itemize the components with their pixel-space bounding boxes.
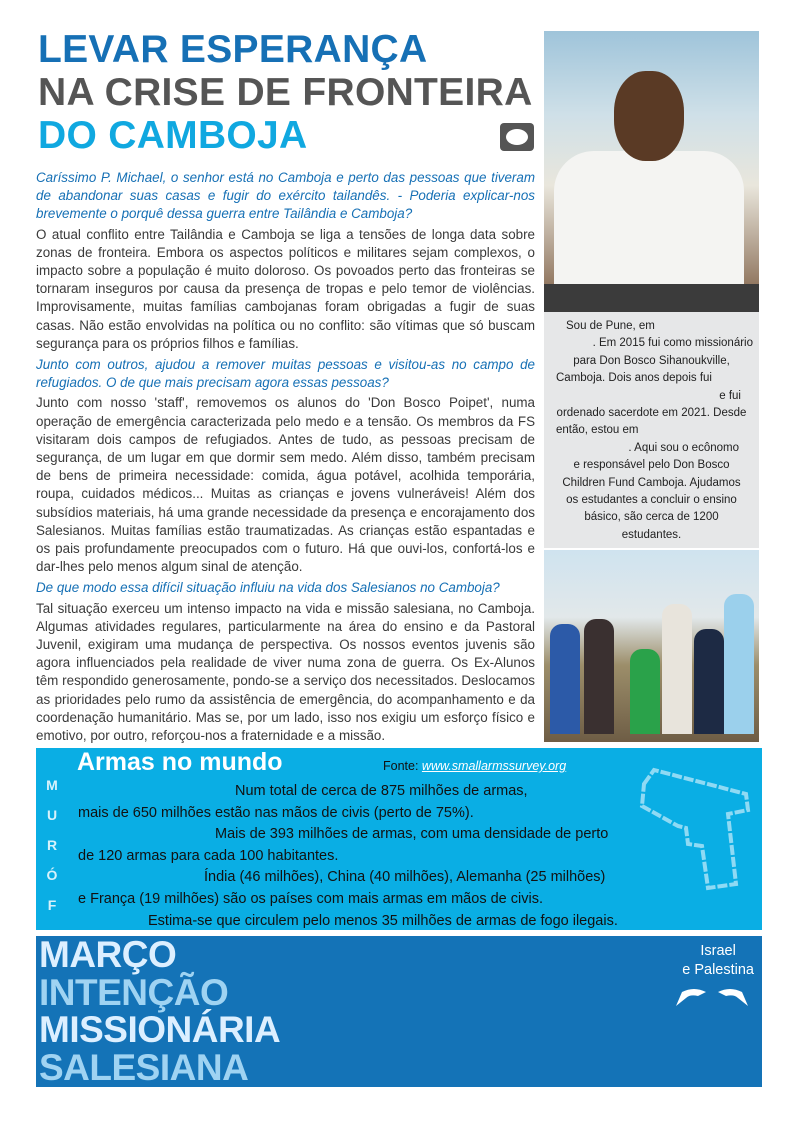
forum-title: Armas no mundo: [77, 748, 283, 776]
stat-2: [78, 824, 718, 866]
letter: Ó: [46, 867, 58, 883]
stat-line: de 120 armas para cada 100 habitantes.: [78, 847, 339, 864]
stat-line: Estima-se que circulem pelo menos 35 milhões de armas de fogo ilegais.: [148, 912, 618, 929]
caption-line: Children Fund Camboja. Ajudamos: [562, 476, 741, 489]
bio-caption: [544, 312, 759, 548]
forum-source: [383, 759, 566, 773]
stat-line: Mais de 393 milhões de armas, com uma densidade de perto: [215, 826, 609, 843]
caption-line: básico, são cerca de 1200: [584, 511, 719, 524]
answer-1: O atual conflito entre Tailândia e Camboja se liga a tensões de longa data sobre zonas de fronteira. Embora os aspectos políticos e militares sejam complexos, o impacto sobre a população é muito doloroso. Os povoados perto das fronteiras se tornaram inseguros por causa da presença de tropas e pelo temor de violências. Improvisamente, muitas famílias cambojanas foram obrigadas a fugir de suas casas. Não estão envolvidas na política ou no conflito: são vítimas que só buscam segurança para os próprios filhos e famílias.: [36, 226, 535, 351]
stat-line: Índia (46 milhões), China (40 milhões), Alemanha (25 milhões): [204, 869, 606, 886]
question-3: De que modo essa difícil situação influiu na vida dos Salesianos no Camboja?: [36, 580, 500, 596]
letter: R: [46, 837, 58, 853]
stat-line: Num total de cerca de 875 milhões de armas,: [235, 783, 528, 799]
caption-line: Sou de Pune, em: [566, 320, 655, 332]
intention-line: SALESIANA: [39, 1046, 249, 1088]
stat-4: [78, 911, 718, 932]
caption-line: os estudantes a concluir o ensino: [566, 494, 737, 507]
letter: F: [47, 897, 57, 913]
forum-box: [36, 748, 762, 930]
intention-heading: [39, 936, 280, 1086]
stat-1: [78, 781, 718, 823]
portrait-photo: [544, 31, 759, 312]
caption-line: estudantes.: [621, 528, 682, 541]
title-line-2: NA CRISE DE FRONTEIRA: [38, 71, 533, 114]
caption-line: e fui: [719, 389, 741, 402]
letter: U: [46, 807, 58, 823]
caption-line: . Aqui sou o ecônomo: [628, 441, 739, 454]
intention-line: MARÇO: [39, 934, 177, 975]
intention-place: [682, 942, 754, 980]
intention-line: MISSIONÁRIA: [39, 1009, 281, 1050]
forum-stats: [78, 781, 718, 932]
caption-line: Camboja. Dois anos depois fui: [556, 372, 712, 385]
place-line: e Palestina: [682, 962, 754, 978]
page-title: [38, 28, 533, 157]
answer-2: Junto com nosso 'staff', removemos os alunos do 'Don Bosco Poipet', numa operação de emergência caracterizada pelo medo e a tensão. Os membros da FS visitaram dois campos de refugiados. Antes de tudo, as pessoas precisam de segurança, de um lugar em que dormir sem medo. Além disso, também precisam de bens de primeira necessidade: comida, água potável, acolhida temporária, roupa, cuidados médicos... Muitas as crianças e jovens vulneráveis! Além dos subsídios materiais, há uma grande necessidade da presença e encorajamento dos Salesianos. Muitas famílias estão traumatizadas. As crianças estão espantadas e os pais profundamente preocupados com o futuro. Há que ouvi-los, confortá-los e dar-lhes pelo menos algum sinal de atenção.: [36, 395, 535, 575]
caption-line: e responsável pelo Don Bosco: [573, 459, 730, 472]
title-line-3: DO CAMBOJA: [38, 114, 308, 157]
question-2: Junto com outros, ajudou a remover muitas pessoas e visitou-as no campo de refugiados. O de que mais precisam agora essas pessoas?: [36, 357, 535, 391]
forum-vertical-label: [45, 770, 59, 920]
caption-line: para Don Bosco Sihanoukville,: [573, 354, 730, 367]
article-body: [36, 166, 535, 747]
intention-line: INTENÇÃO: [39, 971, 229, 1013]
answer-3: Tal situação exerceu um intenso impacto na vida e missão salesiana, no Camboja. Algumas atividades regulares, particularmente na área do ensino e da Pastoral Juvenil, exigiram uma mudança de perspectiva. Os nossos eventos juvenis são agora influenciados pela realidade de viver numa zona de guerra. Os Ex-Alunos têm respondido generosamente, pondo-se a serviço dos necessitados. Deslocamos as prioridades pelo rumo da assistência de emergência, do acompanhamento e da coordenação humanitário. Mas se, por um lado, isso nos exigiu um esforço físico e emotivo, por outro, reforçou-nos a fraternidade e a missão.: [36, 600, 535, 744]
stat-line: mais de 650 milhões estão nas mãos de civis (perto de 75%).: [78, 804, 474, 821]
stat-3: [78, 867, 718, 909]
letter: M: [46, 777, 58, 793]
caption-line: ordenado sacerdote em 2021. Desde: [556, 407, 747, 420]
question-1: Caríssimo P. Michael, o senhor está no Camboja e perto das pessoas que tiveram de abandonar suas casas e fugir do exército tailandês. - Poderia explicar-nos brevemente o porquê dessa guerra entre Tailândia e Camboja?: [36, 170, 535, 222]
title-line-1: LEVAR ESPERANÇA: [38, 28, 428, 71]
caption-line: então, estou em: [556, 424, 639, 437]
caption-line: . Em 2015 fui como missionário: [592, 337, 753, 350]
missionary-intention-box: [36, 936, 762, 1087]
source-link[interactable]: www.smallarmssurvey.org: [421, 759, 567, 773]
place-line: Israel: [700, 943, 736, 959]
source-label: Fonte:: [383, 759, 419, 773]
stat-line: e França (19 milhões) são os países com mais armas em mãos de civis.: [78, 890, 543, 907]
interview-chat-icon: [500, 123, 534, 151]
praying-hands-icon: [672, 984, 752, 1008]
group-photo: [544, 550, 759, 742]
